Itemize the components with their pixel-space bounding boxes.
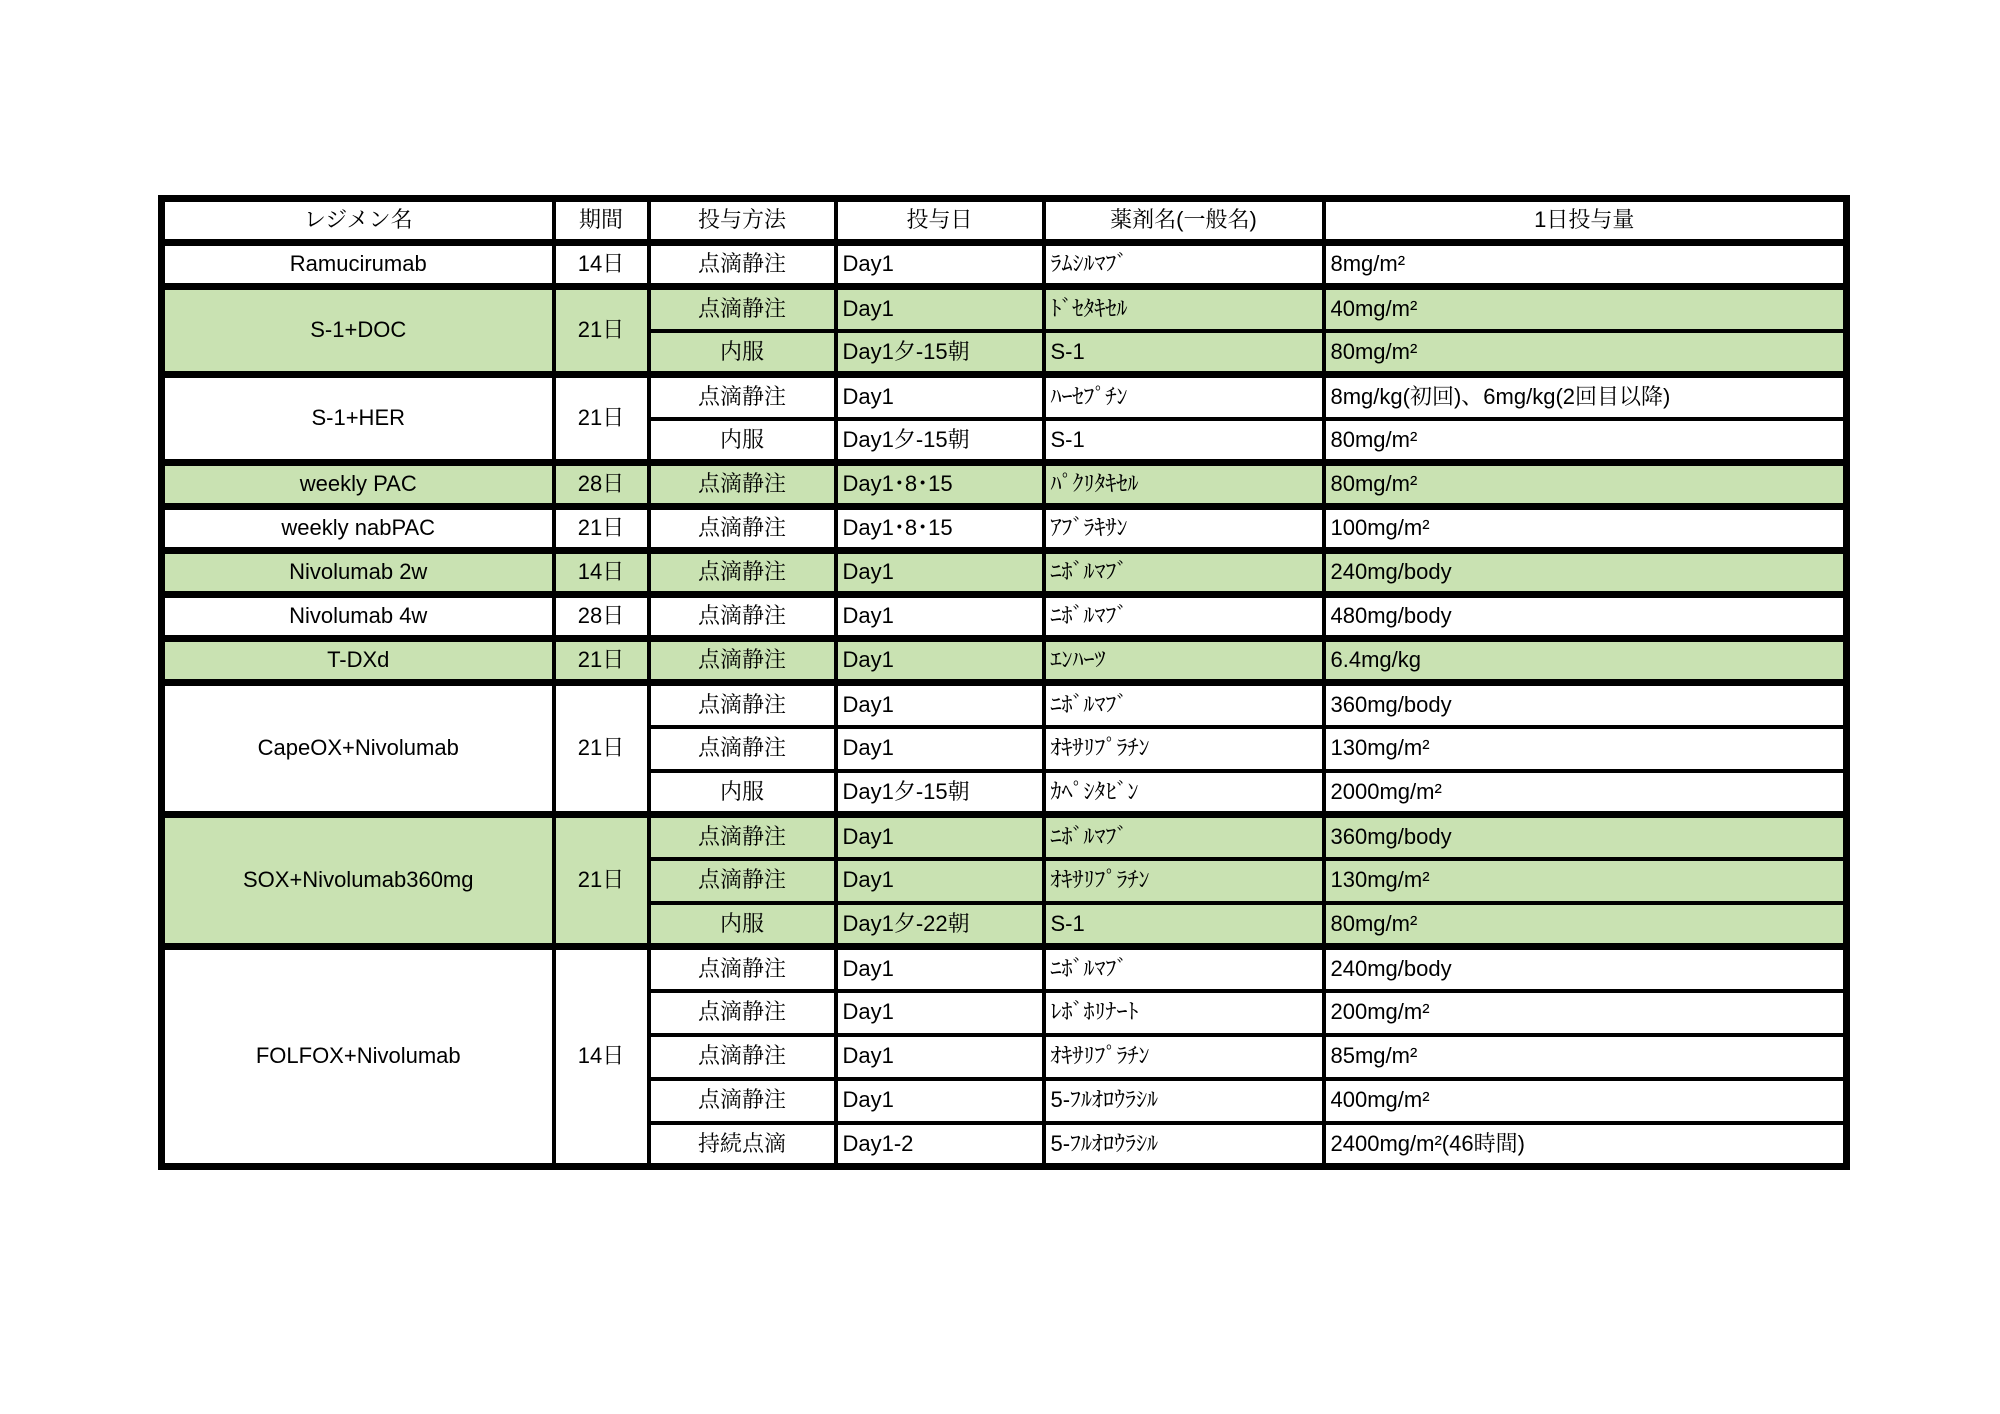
regimen-name-cell: T-DXd <box>162 639 554 683</box>
dose-cell: 8mg/kg(初回)、6mg/kg(2回目以降) <box>1324 375 1847 419</box>
dose-cell: 80mg/m² <box>1324 331 1847 375</box>
method-cell: 点滴静注 <box>649 727 836 771</box>
drug-name-cell: ｶﾍﾟｼﾀﾋﾞﾝ <box>1044 771 1324 815</box>
col-header-dose: 1日投与量 <box>1324 199 1847 243</box>
method-cell: 点滴静注 <box>649 375 836 419</box>
method-cell: 持続点滴 <box>649 1123 836 1167</box>
period-cell: 28日 <box>554 463 649 507</box>
drug-name-cell: ｴﾝﾊｰﾂ <box>1044 639 1324 683</box>
regimen-row <box>162 683 1847 727</box>
day-cell: Day1 <box>836 287 1044 331</box>
period-cell: 21日 <box>554 375 649 463</box>
drug-name-cell: ﾆﾎﾞﾙﾏﾌﾞ <box>1044 815 1324 859</box>
day-cell: Day1 <box>836 1035 1044 1079</box>
drug-name-cell: ｵｷｻﾘﾌﾟﾗﾁﾝ <box>1044 859 1324 903</box>
dose-cell: 130mg/m² <box>1324 859 1847 903</box>
method-cell: 内服 <box>649 419 836 463</box>
dose-cell: 85mg/m² <box>1324 1035 1847 1079</box>
period-cell: 14日 <box>554 243 649 287</box>
day-cell: Day1 <box>836 639 1044 683</box>
regimen-name-cell: weekly nabPAC <box>162 507 554 551</box>
method-cell: 点滴静注 <box>649 1079 836 1123</box>
regimen-name-cell: FOLFOX+Nivolumab <box>162 947 554 1167</box>
drug-name-cell: ﾗﾑｼﾙﾏﾌﾞ <box>1044 243 1324 287</box>
dose-cell: 360mg/body <box>1324 815 1847 859</box>
day-cell: Day1 <box>836 815 1044 859</box>
dose-cell: 80mg/m² <box>1324 903 1847 947</box>
day-cell: Day1 <box>836 683 1044 727</box>
drug-name-cell: ﾆﾎﾞﾙﾏﾌﾞ <box>1044 683 1324 727</box>
drug-name-cell: S-1 <box>1044 419 1324 463</box>
regimen-row <box>162 507 1847 551</box>
method-cell: 点滴静注 <box>649 463 836 507</box>
header-row <box>162 199 1847 243</box>
drug-name-cell: S-1 <box>1044 903 1324 947</box>
table-header <box>162 199 1847 243</box>
drug-name-cell: ﾚﾎﾞﾎﾘﾅｰﾄ <box>1044 991 1324 1035</box>
method-cell: 内服 <box>649 331 836 375</box>
period-cell: 14日 <box>554 551 649 595</box>
dose-cell: 480mg/body <box>1324 595 1847 639</box>
day-cell: Day1 <box>836 727 1044 771</box>
day-cell: Day1 <box>836 375 1044 419</box>
period-cell: 28日 <box>554 595 649 639</box>
day-cell: Day1夕-22朝 <box>836 903 1044 947</box>
regimen-row <box>162 287 1847 331</box>
method-cell: 点滴静注 <box>649 859 836 903</box>
col-header-day: 投与日 <box>836 199 1044 243</box>
col-header-period: 期間 <box>554 199 649 243</box>
day-cell: Day1夕-15朝 <box>836 331 1044 375</box>
day-cell: Day1 <box>836 947 1044 991</box>
dose-cell: 100mg/m² <box>1324 507 1847 551</box>
drug-name-cell: ｵｷｻﾘﾌﾟﾗﾁﾝ <box>1044 1035 1324 1079</box>
day-cell: Day1-2 <box>836 1123 1044 1167</box>
method-cell: 点滴静注 <box>649 815 836 859</box>
period-cell: 21日 <box>554 683 649 815</box>
period-cell: 14日 <box>554 947 649 1167</box>
day-cell: Day1 <box>836 1079 1044 1123</box>
regimen-row <box>162 815 1847 859</box>
dose-cell: 360mg/body <box>1324 683 1847 727</box>
regimen-name-cell: Nivolumab 4w <box>162 595 554 639</box>
drug-name-cell: ﾆﾎﾞﾙﾏﾌﾞ <box>1044 551 1324 595</box>
regimen-row <box>162 639 1847 683</box>
drug-name-cell: ﾆﾎﾞﾙﾏﾌﾞ <box>1044 947 1324 991</box>
regimen-name-cell: S-1+HER <box>162 375 554 463</box>
dose-cell: 200mg/m² <box>1324 991 1847 1035</box>
regimen-name-cell: SOX+Nivolumab360mg <box>162 815 554 947</box>
regimen-row <box>162 463 1847 507</box>
method-cell: 内服 <box>649 771 836 815</box>
period-cell: 21日 <box>554 507 649 551</box>
regimen-row <box>162 375 1847 419</box>
dose-cell: 240mg/body <box>1324 947 1847 991</box>
dose-cell: 130mg/m² <box>1324 727 1847 771</box>
drug-name-cell: ﾆﾎﾞﾙﾏﾌﾞ <box>1044 595 1324 639</box>
drug-name-cell: ｵｷｻﾘﾌﾟﾗﾁﾝ <box>1044 727 1324 771</box>
regimen-row <box>162 551 1847 595</box>
col-header-drug: 薬剤名(一般名) <box>1044 199 1324 243</box>
day-cell: Day1 <box>836 243 1044 287</box>
dose-cell: 2400mg/m²(46時間) <box>1324 1123 1847 1167</box>
regimen-name-cell: Nivolumab 2w <box>162 551 554 595</box>
method-cell: 点滴静注 <box>649 991 836 1035</box>
day-cell: Day1 <box>836 595 1044 639</box>
drug-name-cell: ﾊｰｾﾌﾟﾁﾝ <box>1044 375 1324 419</box>
drug-name-cell: 5-ﾌﾙｵﾛｳﾗｼﾙ <box>1044 1123 1324 1167</box>
method-cell: 点滴静注 <box>649 683 836 727</box>
drug-name-cell: ｱﾌﾞﾗｷｻﾝ <box>1044 507 1324 551</box>
dose-cell: 2000mg/m² <box>1324 771 1847 815</box>
dose-cell: 80mg/m² <box>1324 419 1847 463</box>
day-cell: Day1 <box>836 991 1044 1035</box>
dose-cell: 8mg/m² <box>1324 243 1847 287</box>
dose-cell: 80mg/m² <box>1324 463 1847 507</box>
period-cell: 21日 <box>554 287 649 375</box>
dose-cell: 6.4mg/kg <box>1324 639 1847 683</box>
period-cell: 21日 <box>554 815 649 947</box>
method-cell: 点滴静注 <box>649 507 836 551</box>
regimen-row <box>162 947 1847 991</box>
method-cell: 点滴静注 <box>649 639 836 683</box>
drug-name-cell: ﾄﾞｾﾀｷｾﾙ <box>1044 287 1324 331</box>
col-header-method: 投与方法 <box>649 199 836 243</box>
day-cell: Day1夕-15朝 <box>836 771 1044 815</box>
dose-cell: 240mg/body <box>1324 551 1847 595</box>
day-cell: Day1･8･15 <box>836 507 1044 551</box>
dose-cell: 40mg/m² <box>1324 287 1847 331</box>
day-cell: Day1 <box>836 859 1044 903</box>
method-cell: 点滴静注 <box>649 595 836 639</box>
regimen-row <box>162 595 1847 639</box>
regimen-name-cell: Ramucirumab <box>162 243 554 287</box>
day-cell: Day1 <box>836 551 1044 595</box>
method-cell: 点滴静注 <box>649 947 836 991</box>
drug-name-cell: 5-ﾌﾙｵﾛｳﾗｼﾙ <box>1044 1079 1324 1123</box>
day-cell: Day1･8･15 <box>836 463 1044 507</box>
method-cell: 内服 <box>649 903 836 947</box>
regimen-name-cell: S-1+DOC <box>162 287 554 375</box>
regimen-row <box>162 243 1847 287</box>
period-cell: 21日 <box>554 639 649 683</box>
dose-cell: 400mg/m² <box>1324 1079 1847 1123</box>
day-cell: Day1夕-15朝 <box>836 419 1044 463</box>
method-cell: 点滴静注 <box>649 551 836 595</box>
table-body <box>162 243 1847 1167</box>
regimen-name-cell: CapeOX+Nivolumab <box>162 683 554 815</box>
drug-name-cell: S-1 <box>1044 331 1324 375</box>
method-cell: 点滴静注 <box>649 243 836 287</box>
regimen-table <box>158 195 1850 1170</box>
method-cell: 点滴静注 <box>649 1035 836 1079</box>
method-cell: 点滴静注 <box>649 287 836 331</box>
regimen-name-cell: weekly PAC <box>162 463 554 507</box>
drug-name-cell: ﾊﾟｸﾘﾀｷｾﾙ <box>1044 463 1324 507</box>
col-header-regimen: レジメン名 <box>162 199 554 243</box>
